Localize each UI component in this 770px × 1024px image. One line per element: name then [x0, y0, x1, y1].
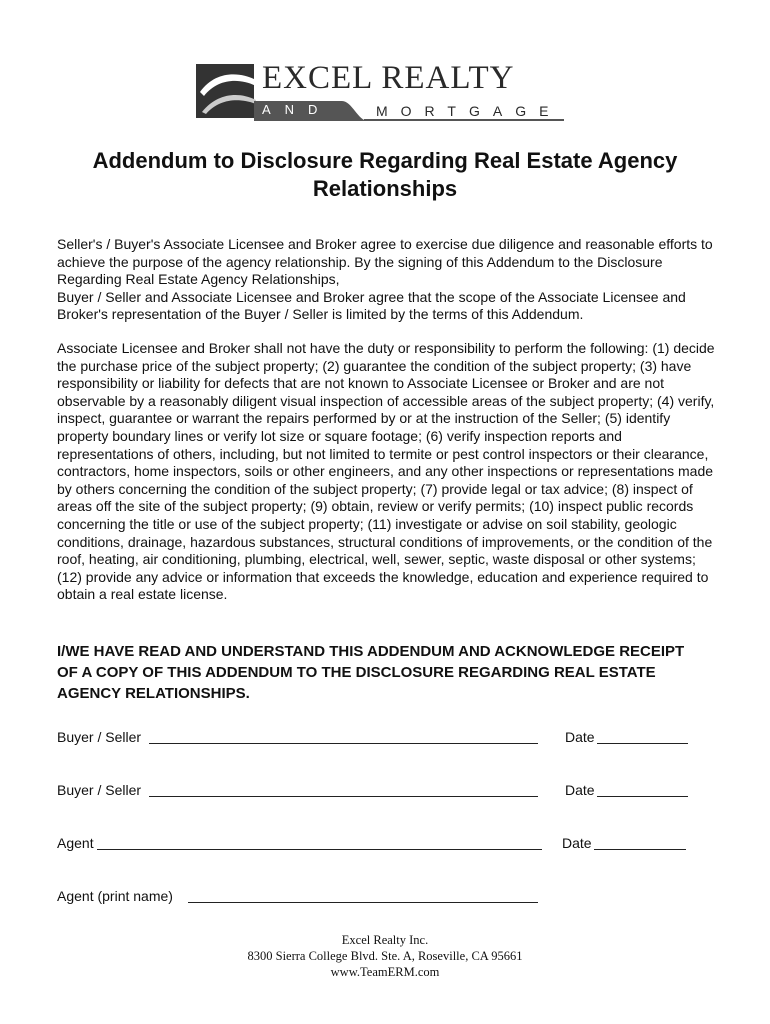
footer-company-name: Excel Realty Inc.: [341, 933, 429, 947]
logo-wordmark: EXCEL REALTY: [262, 60, 515, 96]
logo-swoosh-icon: [196, 62, 258, 120]
agent-label: Agent: [57, 835, 94, 851]
date-3-label: Date: [562, 835, 592, 851]
buyer-seller-1-label: Buyer / Seller: [57, 729, 142, 745]
paragraph-scope: Seller's / Buyer's Associate Licensee and Broker agree to exercise due diligence and reasonable efforts to achieve the purpose of the agency relationship. By the signing of this Addendum to the Disclosure Regarding Real Estate Agency Relationships, Buyer / Seller and Associate Licensee and Broker agree that the scope of the Associate Licensee and Broker's representation of the Buyer / Seller is limited by the terms of this Addendum.: [57, 236, 713, 323]
date-3-line[interactable]: [594, 849, 686, 850]
buyer-seller-2-signature-line[interactable]: [149, 796, 538, 797]
agent-print-name-label: Agent (print name): [57, 888, 173, 904]
acknowledgement-statement: I/WE HAVE READ AND UNDERSTAND THIS ADDENDUM AND ACKNOWLEDGE RECEIPT OF A COPY OF THIS ADDENDUM TO THE DISCLOSURE REGARDING REAL ESTATE AGENCY RELATIONSHIPS.: [57, 643, 685, 702]
agent-print-name-line[interactable]: [188, 902, 538, 903]
footer-address: 8300 Sierra College Blvd. Ste. A, Roseville, CA 95661: [247, 949, 523, 963]
date-1-line[interactable]: [597, 743, 688, 744]
buyer-seller-1-signature-line[interactable]: [149, 743, 538, 744]
paragraph-limitations: Associate Licensee and Broker shall not have the duty or responsibility to perform the following: (1) decide the purchase price of the subject property; (2) guarantee the condition of the subject property; (3) have responsibility or liability for defects that are not known to Associate Licensee or Broker and are not observable by a reasonably diligent visual inspection of accessible areas of the subject property; (4) verify, inspect, guarantee or warrant the repairs performed by or at the instruction of the Seller; (5) identify property boundary lines or verify lot size or square footage; (6) verify inspection reports and representations of others, including, but not limited to termite or pest control inspectors or their clearance, contractors, home inspectors, soils or other engineers, and any other inspections or representations made by others concerning the condition of the subject property; (7) provide legal or tax advice; (8) inspect of areas off the site of the subject property; (9) obtain, review or verify permits; (10) inspect public records concerning the title or use of the subject property; (11) investigate or advise on soil stability, geologic conditions, drainage, hazardous substances, structural conditions of improvements, or the condition of the roof, heating, air conditioning, plumbing, electrical, well, sewer, septic, waste disposal or other systems; (12) provide any advice or information that exceeds the knowledge, education and experience required to obtain a real estate license.: [57, 340, 715, 603]
document-title: Addendum to Disclosure Regarding Real Estate Agency Relationships: [92, 148, 678, 201]
logo-and-text: AND: [262, 102, 332, 117]
footer-website: www.TeamERM.com: [330, 965, 440, 979]
date-2-label: Date: [565, 782, 595, 798]
logo-mortgage-text: MORTGAGE: [376, 103, 562, 119]
date-1-label: Date: [565, 729, 595, 745]
company-logo: [196, 62, 576, 124]
buyer-seller-2-label: Buyer / Seller: [57, 782, 142, 798]
date-2-line[interactable]: [597, 796, 688, 797]
agent-signature-line[interactable]: [97, 849, 542, 850]
